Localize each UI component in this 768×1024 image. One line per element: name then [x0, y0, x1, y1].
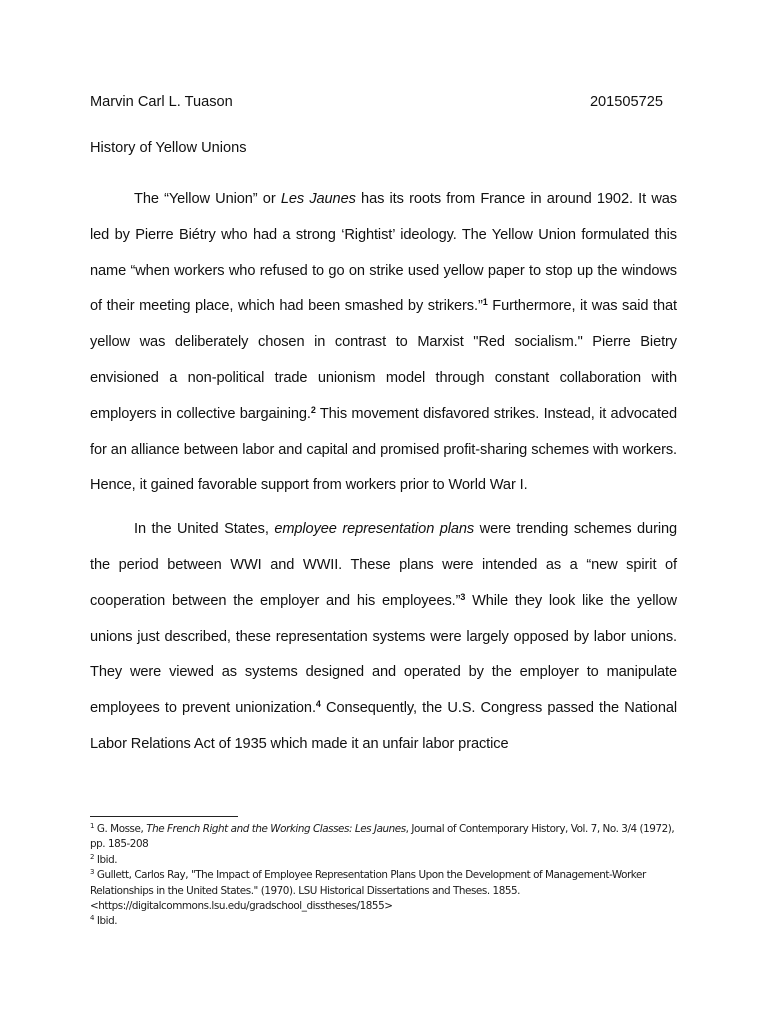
- footnote-text: Ibid.: [94, 915, 118, 928]
- paragraph-text: has its roots from France in around 1902. It was led by Pierre Biétry who had a strong ‘Rightist’ ideology. The Yellow Union formulated this name “when workers who refused to go on strike used yellow paper to stop up the windows of their meeting place, which had been smashed by strikers.”: [90, 191, 677, 315]
- footnote-reference[interactable]: 2: [310, 404, 316, 415]
- paragraph: [90, 512, 677, 763]
- paragraph-text: were trending schemes during the period between WWI and WWII. These plans were intended as a “new spirit of cooperation between the employer and his employees.”: [90, 521, 678, 609]
- paragraph-text: The “Yellow Union” or: [134, 191, 281, 207]
- footnote-text: , Journal of Contemporary History, Vol. 7, No. 3/4 (1972), pp. 185-208: [90, 823, 675, 851]
- footnote-reference[interactable]: 3: [460, 591, 466, 602]
- footnote-separator: [90, 816, 238, 817]
- footnote-number: 1: [90, 822, 95, 830]
- footnote: [90, 914, 680, 929]
- footnote: [90, 853, 680, 868]
- footnote-text: Gullett, Carlos Ray, "The Impact of Employee Representation Plans Upon the Development of Management-Worker Relationships in the United States." (1970). LSU Historical Dissertations and Theses. 1855. <https://digitalcommons.lsu.edu/gradschool_disstheses/1855>: [90, 869, 646, 913]
- footnotes: [90, 822, 680, 930]
- footnote-text: G. Mosse,: [94, 823, 147, 835]
- footnote-text: Ibid.: [94, 853, 118, 866]
- footnote-number: 4: [90, 914, 95, 923]
- paragraph: [90, 182, 677, 504]
- author-name: Marvin Carl L. Tuason: [90, 94, 233, 110]
- student-id: 201505725: [589, 94, 663, 110]
- footnote-title: The French Right and the Working Classes: Les Jaunes: [146, 823, 406, 835]
- paragraph-text: In the United States,: [134, 521, 275, 538]
- footnote-number: 2: [90, 852, 95, 861]
- footnote: [90, 822, 680, 853]
- footnote-reference[interactable]: 1: [482, 297, 488, 308]
- emphasized-text: employee representation plans: [274, 521, 475, 538]
- document-title: History of Yellow Unions: [90, 140, 247, 156]
- paragraph-text: While they look like the yellow unions just described, these representation systems were largely opposed by labor unions. They were viewed as systems designed and operated by the employer to manipulate employees to prevent unionization.: [90, 592, 677, 717]
- footnote-number: 3: [90, 868, 95, 877]
- footnote-reference[interactable]: 4: [315, 699, 321, 710]
- footnote: [90, 868, 680, 914]
- emphasized-text: Les Jaunes: [280, 191, 356, 207]
- paragraph-text: Furthermore, it was said that yellow was deliberately chosen in contrast to Marxist "Red socialism." Pierre Bietry envisioned a non-political trade unionism model through constant collaboration with employers in collective bargaining.: [90, 298, 677, 422]
- document-body: [90, 182, 677, 771]
- paragraph-text: Consequently, the U.S. Congress passed the National Labor Relations Act of 1935 which made it an unfair labor practice: [90, 700, 678, 752]
- paragraph-text: This movement disfavored strikes. Instead, it advocated for an alliance between labor and capital and promised profit-sharing schemes with workers. Hence, it gained favorable support from workers prior to World War I.: [90, 405, 677, 494]
